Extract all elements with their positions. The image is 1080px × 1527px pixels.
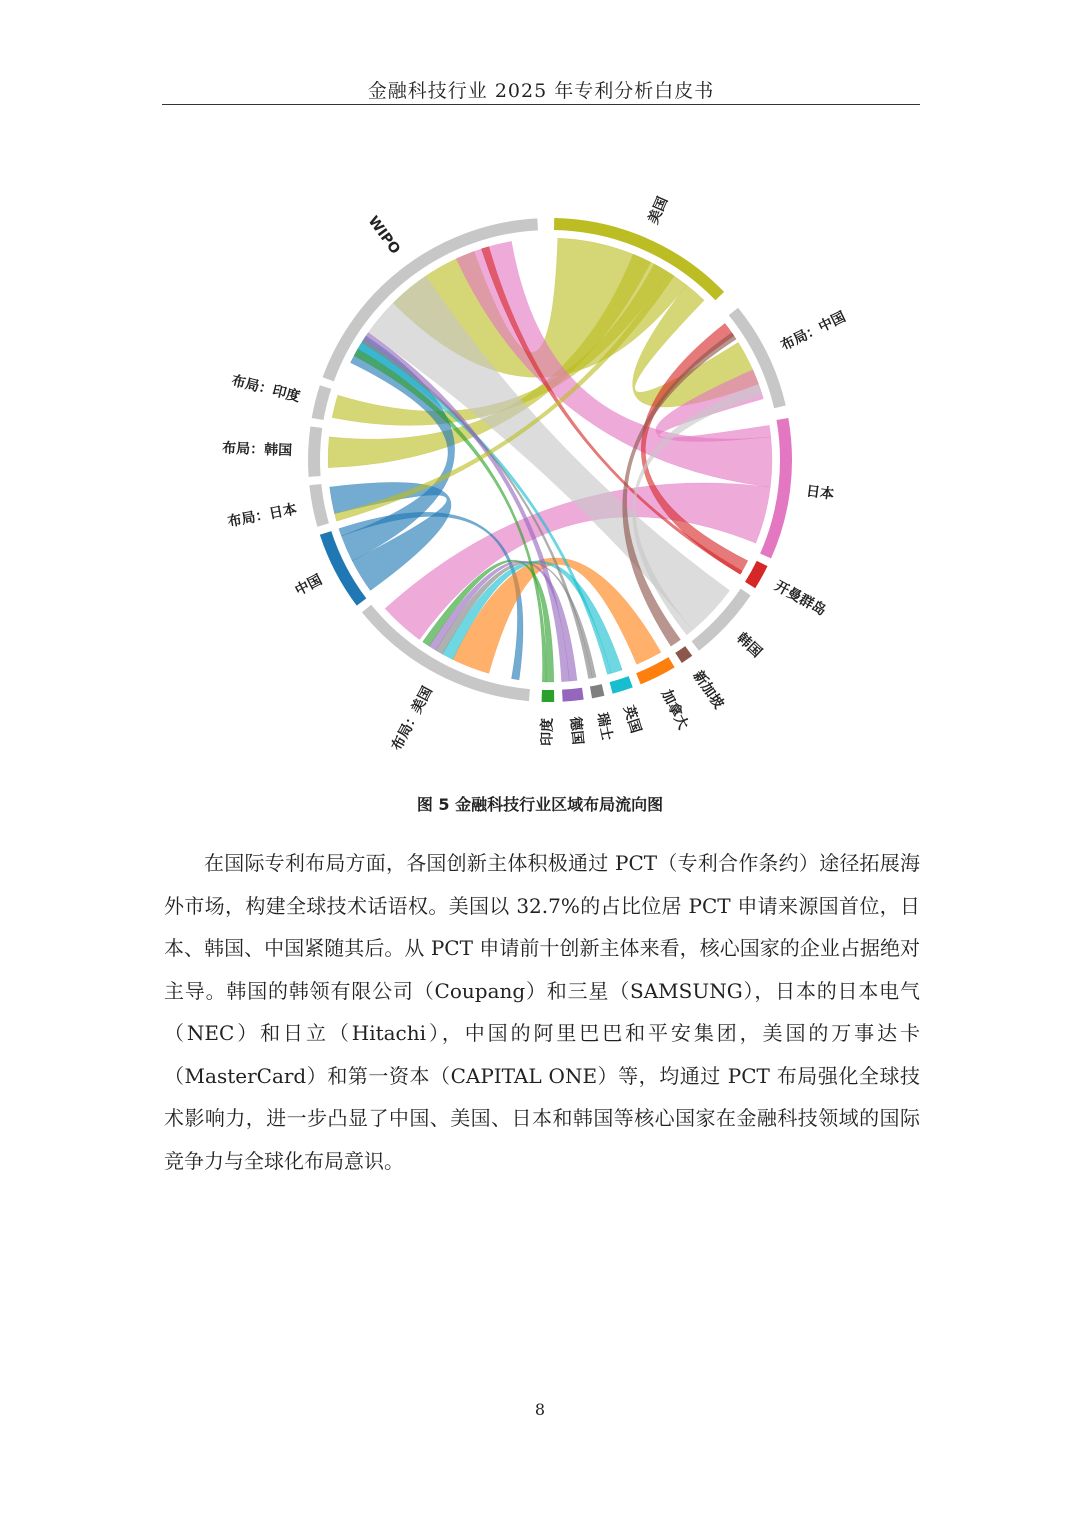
arc-开曼群岛: [750, 563, 762, 585]
label-美国: 美国: [645, 194, 672, 227]
chord-diagram: [150, 140, 950, 780]
label-布局-日本: 布局：日本: [226, 501, 299, 531]
arc-布局-日本: [315, 485, 323, 525]
arc-英国: [611, 682, 631, 688]
body-paragraph: 在国际专利布局方面，各国创新主体积极通过 PCT（专利合作条约）途径拓展海外市场，构建全球技术话语权。美国以 32.7%的占比位居 PCT 申请来源国首位，日本、韩国、中国紧随其后。从 PCT 申请前十创新主体来看，核心国家的企业占据绝对主导。韩国的韩领有限公司（Coupang）和三星（SAMSUNG），日本的日本电气（NEC）和日立（Hitachi），中国的阿里巴巴和平安集团，美国的万事达卡（MasterCard）和第一资本（CAPITAL ONE）等，均通过 PCT 布局强化全球技术影响力，进一步凸显了中国、美国、日本和韩国等核心国家在金融科技领域的国际竞争力与全球化布局意识。: [164, 851, 920, 1173]
label-加拿大: 加拿大: [657, 687, 692, 733]
chord-ribbons: [328, 238, 772, 682]
page-number: 8: [534, 1400, 546, 1419]
label-布局-韩国: 布局：韩国: [221, 440, 293, 459]
label-中国: 中国: [292, 572, 325, 600]
arc-布局-印度: [318, 387, 326, 419]
label-布局-中国: 布局：中国: [778, 309, 849, 355]
figure-caption: 图 5 金融科技行业区域布局流向图: [416, 795, 664, 814]
label-英国: 英国: [619, 703, 644, 736]
header-divider: [162, 104, 920, 105]
arc-加拿大: [638, 662, 671, 679]
label-开曼群岛: 开曼群岛: [771, 578, 829, 620]
arc-德国: [562, 694, 582, 696]
body-text: [164, 842, 920, 1182]
label-新加坡: 新加坡: [689, 668, 727, 712]
page-header-title: 金融科技行业 2025 年专利分析白皮书: [367, 80, 715, 102]
arc-瑞士: [591, 690, 603, 692]
label-德国: 德国: [566, 716, 586, 746]
label-日本: 日本: [805, 483, 835, 503]
label-WIPO: WIPO: [364, 213, 403, 258]
label-布局-印度: 布局：印度: [229, 372, 302, 406]
label-印度: 印度: [539, 717, 556, 747]
arc-新加坡: [679, 651, 689, 658]
label-瑞士: 瑞士: [593, 711, 615, 742]
label-布局-美国: 布局：美国: [388, 684, 436, 754]
label-韩国: 韩国: [733, 630, 765, 661]
arc-布局-韩国: [314, 427, 316, 476]
